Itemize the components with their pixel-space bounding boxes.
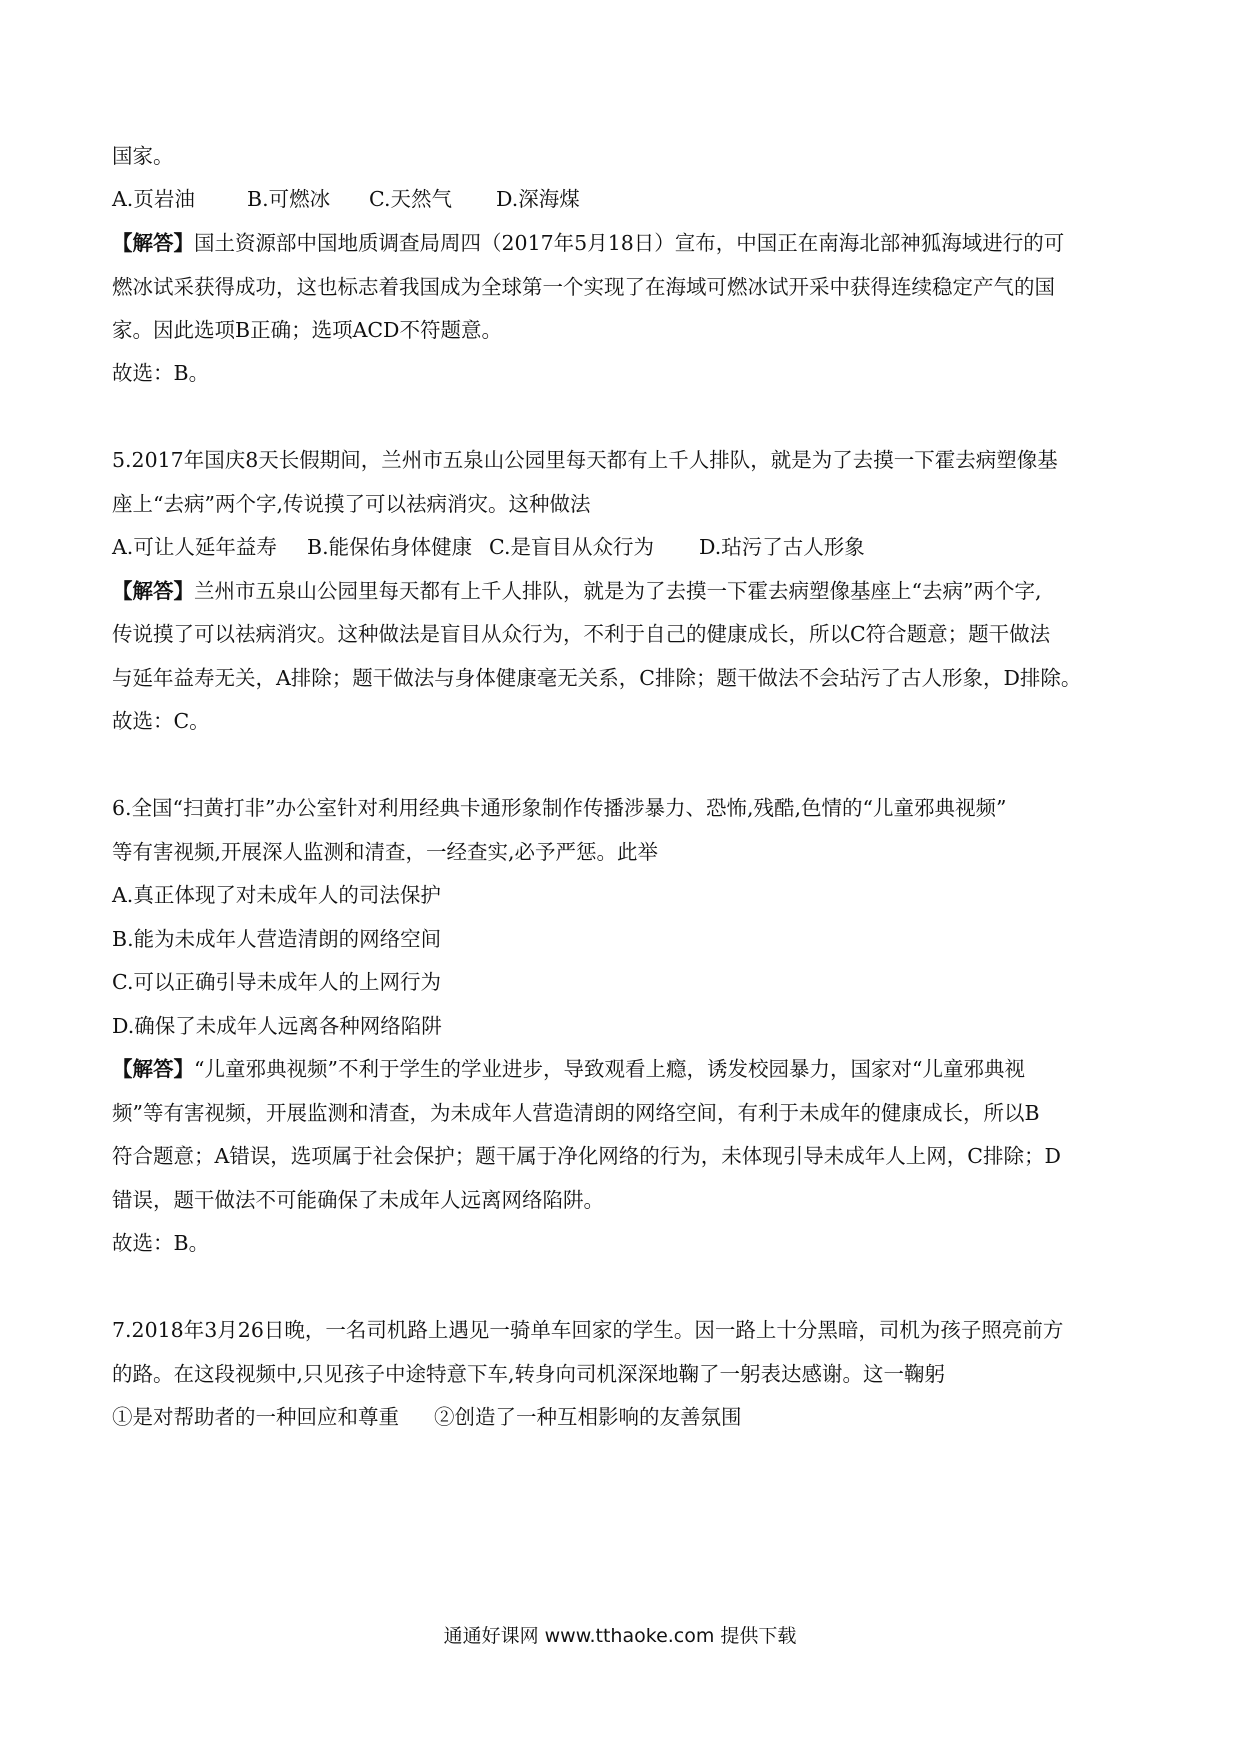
q7-option-1: ①是对帮助者的一种回应和尊重 [112, 1405, 399, 1429]
q6-answer-tag: 【解答】 [112, 1057, 194, 1081]
q4-option-d: D.深海煤 [496, 187, 580, 211]
q5-choice: 故选：C。 [112, 709, 210, 733]
q5-answer-line-2: 传说摸了可以祛病消灾。这种做法是盲目从众行为，不利于自己的健康成长，所以C符合题意；题干做法 [112, 622, 1051, 646]
q6-stem-line-2: 等有害视频,开展深人监测和清查，一经查实,必予严惩。此举 [112, 840, 659, 864]
q4-choice: 故选：B。 [112, 361, 210, 385]
q4-option-b: B.可燃冰 [247, 187, 331, 211]
q5-option-b: B.能保佑身体健康 [307, 535, 473, 559]
q6-answer-line-1: 【解答】“儿童邪典视频”不利于学生的学业进步，导致观看上瘾，诱发校园暴力，国家对“儿童邪典视 [112, 1057, 1025, 1081]
q4-option-a: A.页岩油 [112, 187, 195, 211]
q6-option-a: A.真正体现了对未成年人的司法保护 [112, 883, 441, 907]
q4-options [112, 184, 1142, 214]
q5-stem-line-1: 5.2017年国庆8天长假期间，兰州市五泉山公园里每天都有上千人排队，就是为了去摸一下霍去病塑像基 [112, 448, 1058, 472]
q6-stem-line-1: 6.全国“扫黄打非”办公室针对利用经典卡通形象制作传播涉暴力、恐怖,残酷,色情的“儿童邪典视频” [112, 796, 1007, 820]
q4-option-c: C.天然气 [369, 187, 452, 211]
q6-choice: 故选：B。 [112, 1231, 210, 1255]
q7-stem-line-2: 的路。在这段视频中,只见孩子中途特意下车,转身向司机深深地鞠了一躬表达感谢。这一鞠躬 [112, 1362, 946, 1386]
q6-option-c: C.可以正确引导未成年人的上网行为 [112, 970, 441, 994]
q4-stem-tail: 国家。 [112, 144, 174, 168]
q6-answer-line-3: 符合题意；A错误，选项属于社会保护；题干属于净化网络的行为，未体现引导未成年人上网，C排除；D [112, 1144, 1061, 1168]
q5-option-d: D.玷污了古人形象 [699, 535, 865, 559]
q7-stem-line-1: 7.2018年3月26日晚，一名司机路上遇见一骑单车回家的学生。因一路上十分黑暗，司机为孩子照亮前方 [112, 1318, 1064, 1342]
q6-answer-line-2: 频”等有害视频，开展监测和清查，为未成年人营造清朗的网络空间，有利于未成年的健康成长，所以B [112, 1101, 1040, 1125]
q5-answer-line-1: 【解答】兰州市五泉山公园里每天都有上千人排队，就是为了去摸一下霍去病塑像基座上“去病”两个字, [112, 579, 1042, 603]
q6-option-b: B.能为未成年人营造清朗的网络空间 [112, 927, 442, 951]
q4-answer-line-2: 燃冰试采获得成功，这也标志着我国成为全球第一个实现了在海域可燃冰试开采中获得连续稳定产气的国 [112, 275, 1055, 299]
q5-option-a: A.可让人延年益寿 [112, 535, 277, 559]
page-footer: 通通好课网 www.tthaoke.com 提供下载 [443, 1625, 797, 1647]
q4-answer-tag: 【解答】 [112, 231, 194, 255]
q5-option-c: C.是盲目从众行为 [489, 535, 654, 559]
q5-answer-line-3: 与延年益寿无关，A排除；题干做法与身体健康毫无关系，C排除；题干做法不会玷污了古人形象，D排除。 [112, 666, 1082, 690]
q5-options [112, 532, 1142, 562]
q7-option-2: ②创造了一种互相影响的友善氛围 [434, 1405, 742, 1429]
q7-options [112, 1402, 1142, 1432]
q5-answer-tag: 【解答】 [112, 579, 194, 603]
q6-option-d: D.确保了未成年人远离各种网络陷阱 [112, 1014, 442, 1038]
q6-answer-line-4: 错误，题干做法不可能确保了未成年人远离网络陷阱。 [112, 1188, 604, 1212]
q4-answer-line-3: 家。因此选项B正确；选项ACD不符题意。 [112, 318, 502, 342]
q4-answer-line-1: 【解答】国土资源部中国地质调查局周四（2017年5月18日）宣布，中国正在南海北部神狐海域进行的可 [112, 231, 1065, 255]
q5-stem-line-2: 座上“去病”两个字,传说摸了可以祛病消灾。这种做法 [112, 492, 591, 516]
